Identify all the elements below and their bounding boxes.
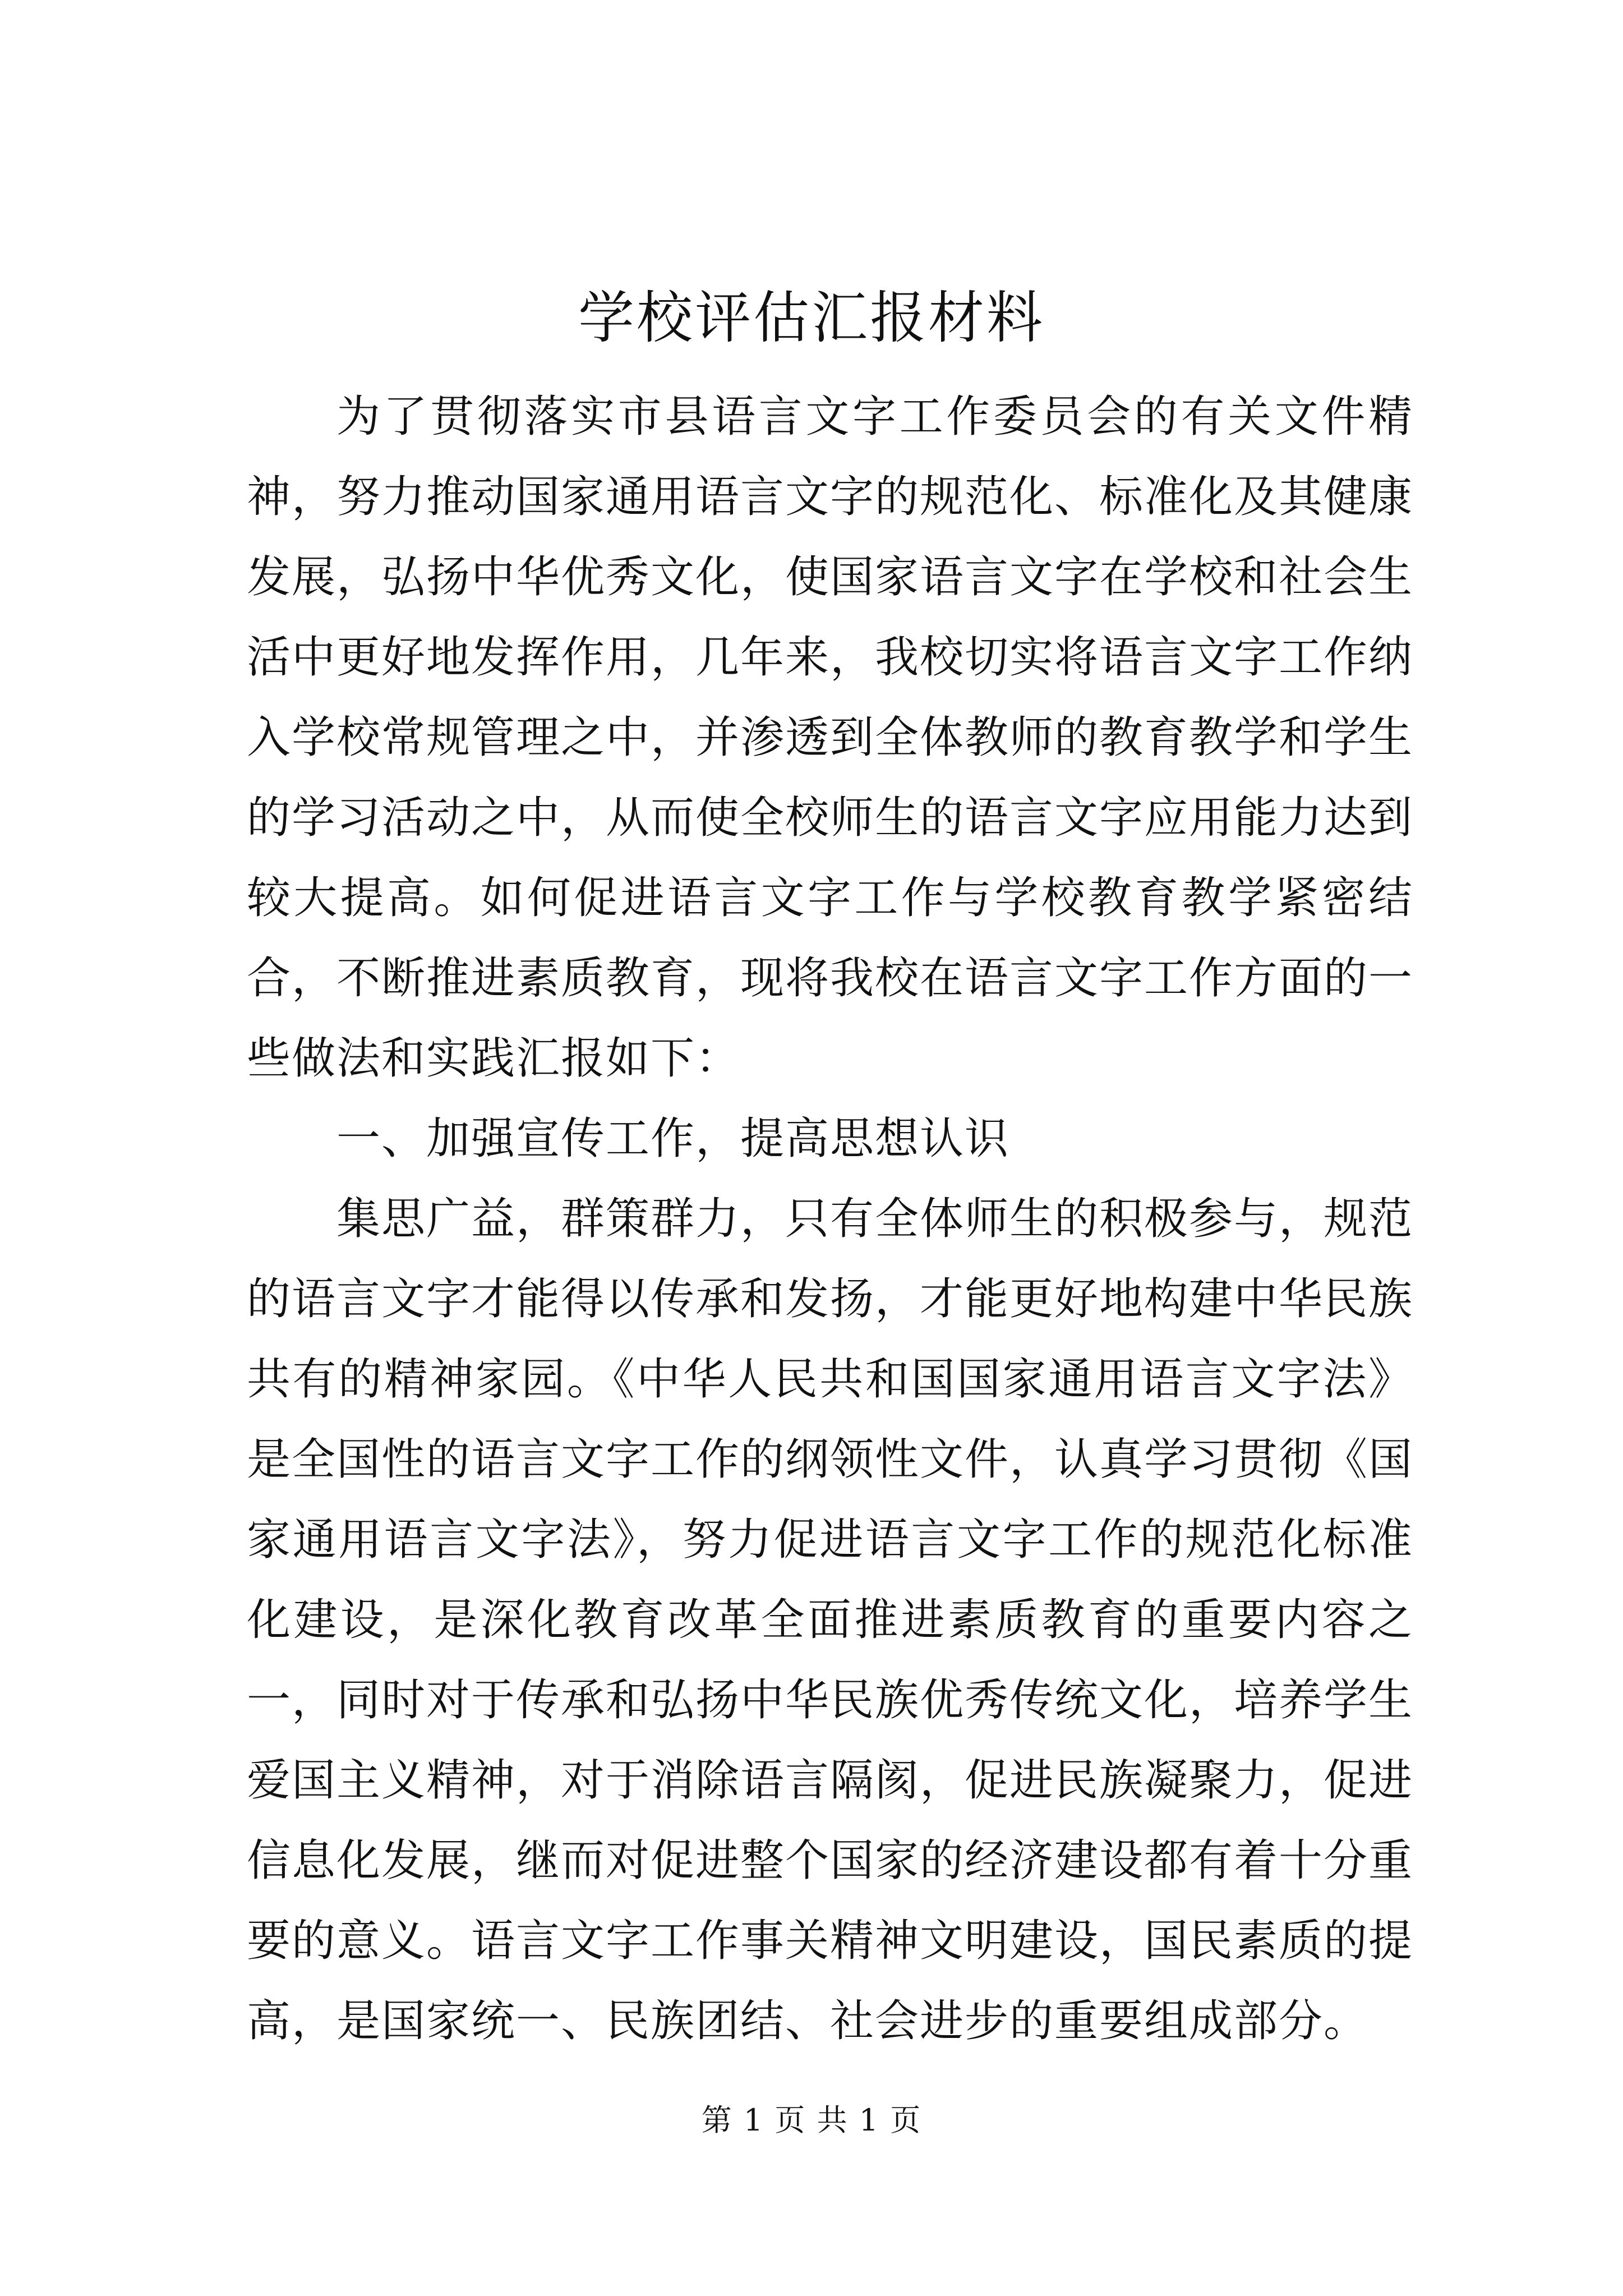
document-title: 学校评估汇报材料 (578, 285, 1045, 351)
document-body (247, 377, 1413, 2062)
paragraph-section-1: 集思广益，群策群力，只有全体师生的积极参与，规范的语言文字才能得以传承和发扬，才能更好地构建中华民族共有的精神家园。《中华人民共和国国家通用语言文字法》是全国性的语言文字工作的纲领性文件，认真学习贯彻《国家通用语言文字法》，努力促进语言文字工作的规范化标准化建设，是深化教育改革全面推进素质教育的重要内容之一，同时对于传承和弘扬中华民族优秀传统文化，培养学生爱国主义精神，对于消除语言隔阂，促进民族凝聚力，促进信息化发展，继而对促进整个国家的经济建设都有着十分重要的意义。语言文字工作事关精神文明建设，国民素质的提高，是国家统一、民族团结、社会进步的重要组成部分。 (247, 1194, 1414, 2046)
section-heading-1: 一、加强宣传工作，提高思想认识 (336, 1114, 1010, 1164)
paragraph-intro: 为了贯彻落实市县语言文字工作委员会的有关文件精神，努力推动国家通用语言文字的规范化、标准化及其健康发展，弘扬中华优秀文化，使国家语言文字在学校和社会生活中更好地发挥作用，几年来，我校切实将语言文字工作纳入学校常规管理之中，并渗透到全体教师的教育教学和学生的学习活动之中，从而使全校师生的语言文字应用能力达到较大提高。如何促进语言文字工作与学校教育教学紧密结合，不断推进素质教育，现将我校在语言文字工作方面的一些做法和实践汇报如下： (247, 392, 1414, 1084)
page-footer: 第 1 页 共 1 页 (701, 2102, 922, 2138)
